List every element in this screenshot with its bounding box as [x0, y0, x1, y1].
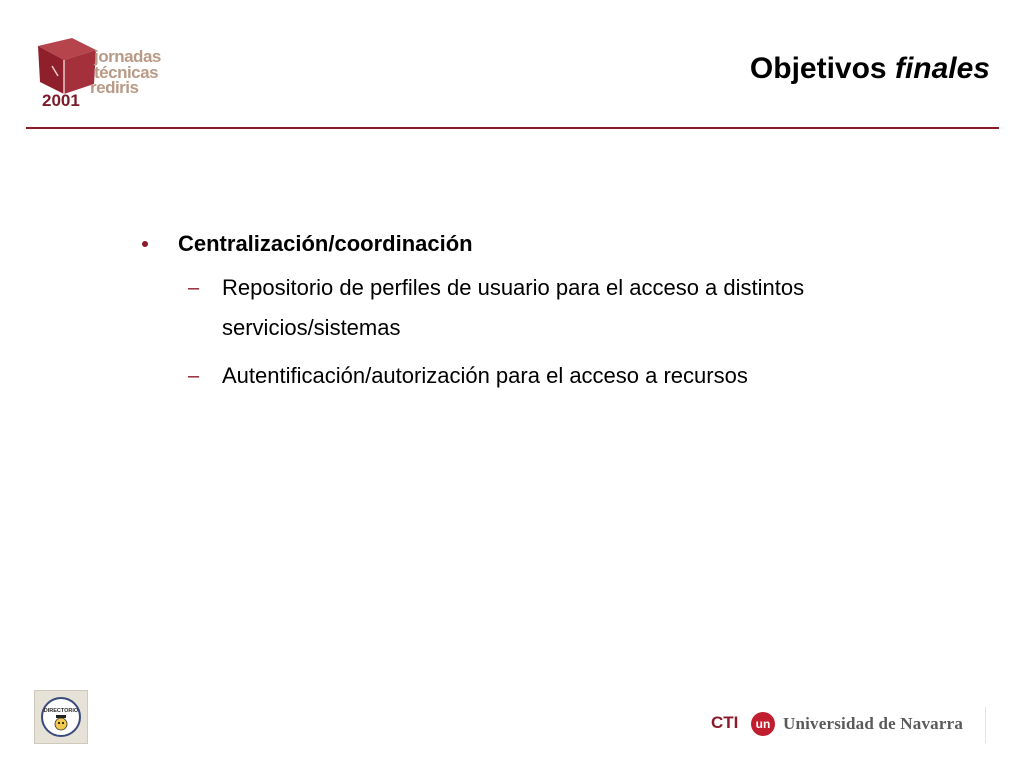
slide-content — [140, 230, 960, 404]
dash-icon: – — [188, 365, 200, 387]
bullet-dot-icon — [142, 241, 148, 247]
sub-bullet-item — [188, 268, 960, 348]
bullet-item — [140, 230, 960, 258]
sub-bullet-item — [188, 356, 960, 396]
un-logo-icon: un — [751, 712, 775, 736]
university-name: Universidad de Navarra — [783, 714, 964, 733]
logo-line-1: jornadas — [94, 47, 161, 66]
directorio-mascot-icon — [35, 691, 87, 743]
badge-text: DIRECTORIO — [43, 708, 79, 714]
directorio-badge — [34, 690, 88, 744]
logo-line-2: técnicas — [94, 63, 159, 82]
header-divider — [26, 127, 999, 129]
slide-title — [750, 52, 990, 86]
logo-year: 2001 — [42, 91, 80, 110]
dash-icon: – — [188, 277, 200, 299]
slide-title-regular: Objetivos — [749, 52, 895, 85]
jornadas-tecnicas-logo — [30, 34, 180, 112]
sub-bullet-list — [140, 268, 960, 396]
slide-title-italic: finales — [894, 52, 990, 85]
sub-bullet-text: Repositorio de perfiles de usuario para el acceso a distintos servicios/sistemas — [222, 275, 805, 340]
sub-bullet-text: Autentificación/autorización para el acceso a recursos — [222, 363, 748, 388]
bullet-label: Centralización/coordinación — [178, 231, 473, 256]
logo-line-3: rediris — [90, 78, 139, 97]
footer-divider — [985, 707, 986, 743]
cti-label: CTI — [711, 713, 739, 732]
